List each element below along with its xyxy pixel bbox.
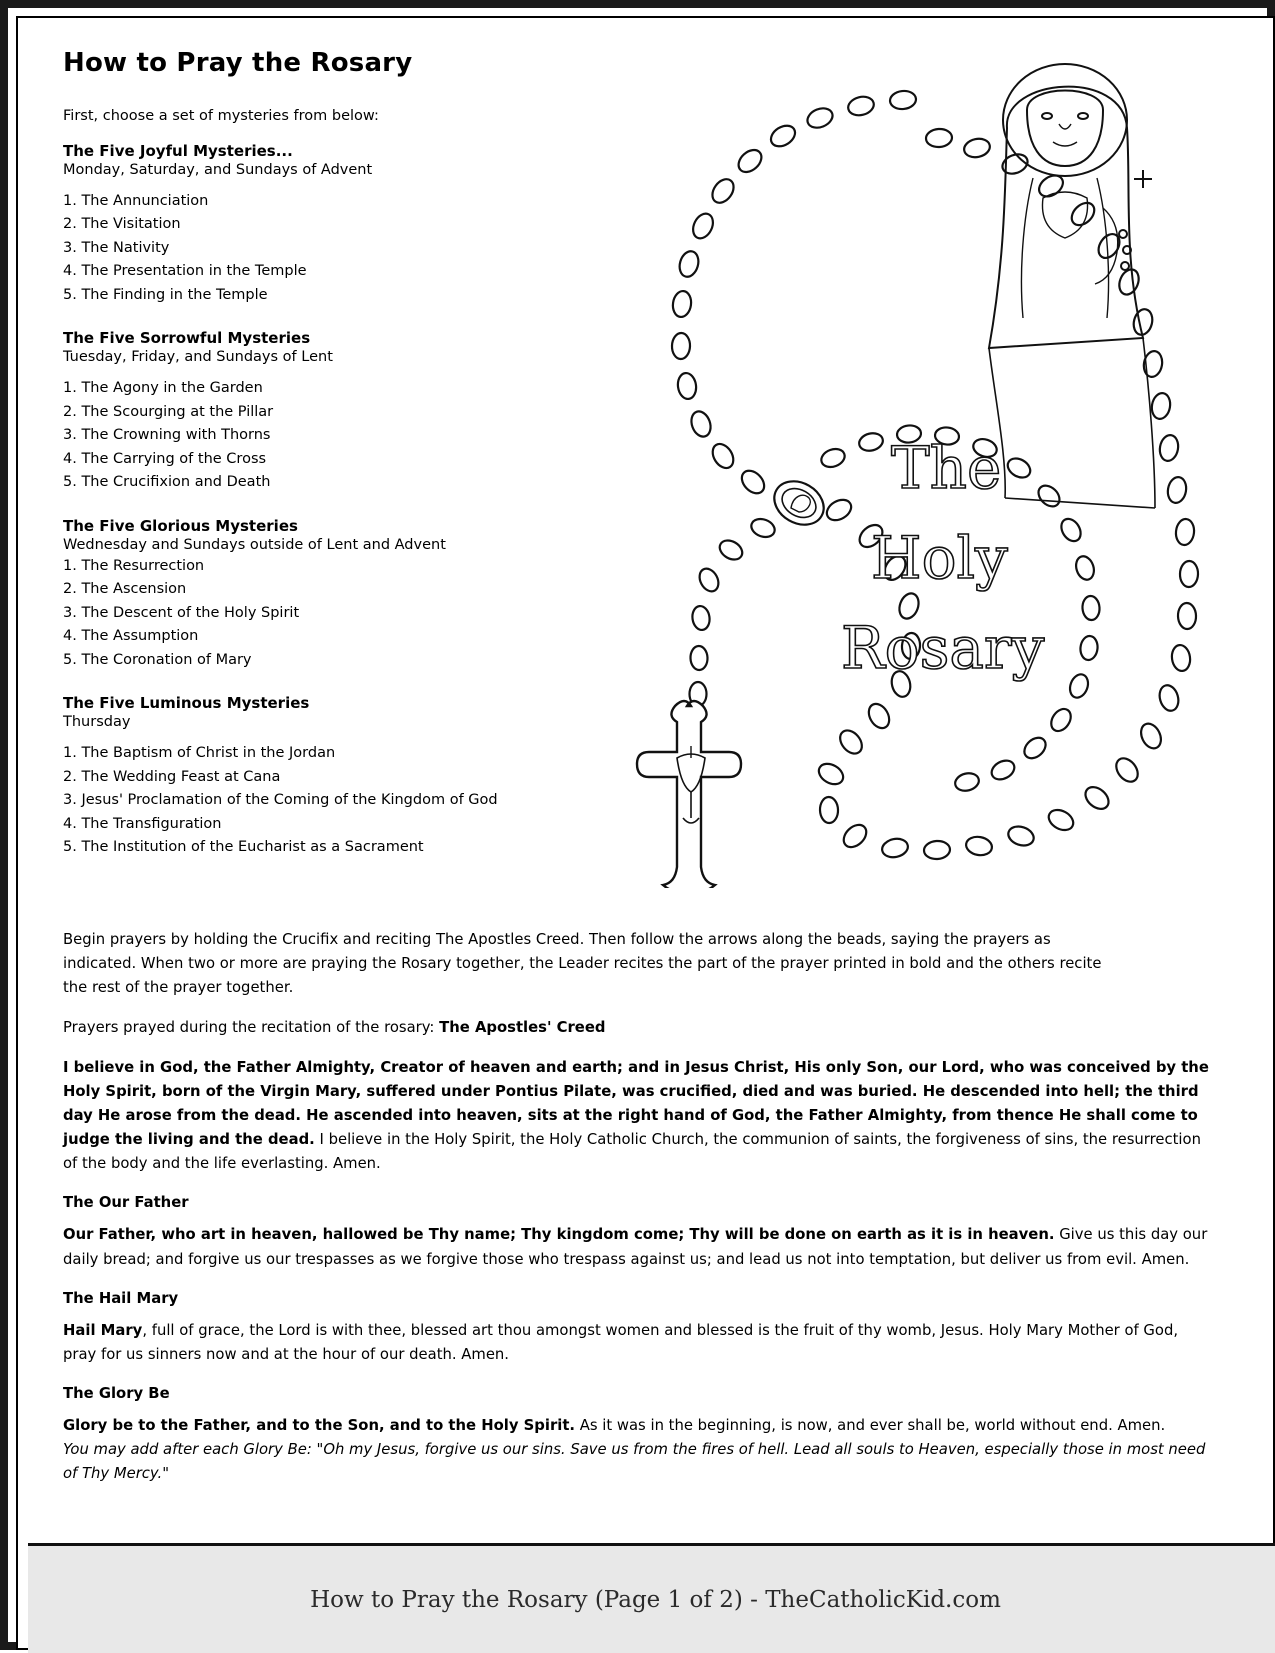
list-item: 4. The Carrying of the Cross [63,450,267,467]
rosary-illustration [603,58,1223,888]
apostles-creed-bold: I believe in God, the Father Almighty, Creator of heaven and earth; and in Jesus Christ, His only Son, our Lord, who was conceived by the Holy Spirit, born of the Virgin Mary, suffered under Pontius Pilate, was crucified, died and was buried. He descended into hell; the third day He arose from the dead. He ascended into heaven, sits at the right hand of God, the Father Almighty, from thence He shall come to judge the living and the dead. [63,1058,1209,1149]
mystery-title: The Five Luminous Mysteries [63,694,310,713]
list-item: 5. The Finding in the Temple [63,286,268,303]
rosary-artwork-svg [603,58,1223,888]
footer-text: How to Pray the Rosary (Page 1 of 2) - TheCatholicKid.com [310,1586,1001,1613]
our-father-text [63,1223,1213,1271]
artwork-caption-line1: The [891,434,1002,502]
mystery-days: Monday, Saturday, and Sundays of Advent [63,162,373,178]
hail-mary-plain: , full of grace, the Lord is with thee, blessed art thou amongst women and blessed is the fruit of thy womb, Jesus. Holy Mary Mother of God, pray for us sinners now and at the hour of our death. Amen. [63,1321,1179,1363]
list-item: 2. The Wedding Feast at Cana [63,768,281,785]
glory-be-bold: Glory be to the Father, and to the Son, and to the Holy Spirit. [63,1416,576,1434]
mystery-days: Thursday [63,714,131,731]
mystery-group-glorious [63,517,593,672]
list-item: 4. The Transfiguration [63,815,222,832]
crucifix-icon [637,701,741,888]
mystery-group-sorrowful [63,329,593,494]
mystery-list [63,190,593,307]
list-item: 5. The Crucifixion and Death [63,474,271,491]
page-title: How to Pray the Rosary [63,48,413,78]
list-item: 1. The Agony in the Garden [63,380,263,397]
hail-mary-heading: The Hail Mary [63,1289,179,1307]
glory-be-text [63,1414,1213,1438]
mystery-group-joyful [63,142,593,307]
intro-text: First, choose a set of mysteries from below: [63,108,379,124]
hail-mary-bold: Hail Mary [63,1321,143,1339]
apostles-creed-text [63,1056,1213,1177]
document-content [63,48,1213,1518]
mystery-days: Tuesday, Friday, and Sundays of Lent [63,349,333,366]
list-item: 1. The Baptism of Christ in the Jordan [63,745,336,762]
list-item: 4. The Presentation in the Temple [63,263,307,280]
list-item: 5. The Coronation of Mary [63,651,252,668]
list-item: 2. The Scourging at the Pillar [63,403,274,420]
mystery-list [63,742,593,859]
list-item: 3. Jesus' Proclamation of the Coming of the Kingdom of God [63,792,498,809]
glory-be-heading: The Glory Be [63,1384,170,1402]
our-father-bold: Our Father, who art in heaven, hallowed be Thy name; Thy kingdom come; Thy will be done on earth as it is in heaven. [63,1226,1055,1244]
mystery-title: The Five Joyful Mysteries... [63,142,293,160]
mystery-group-luminous [63,694,593,859]
hail-mary-text [63,1319,1213,1367]
glory-be-note: You may add after each Glory Be: "Oh my Jesus, forgive us our sins. Save us from the fires of hell. Lead all souls to Heaven, especially those in most need of Thy Mercy." [63,1440,1206,1483]
list-item: 3. The Crowning with Thorns [63,427,271,444]
list-item: 1. The Annunciation [63,193,209,209]
mystery-title: The Five Sorrowful Mysteries [63,329,311,348]
mystery-list [63,377,593,494]
our-father-plain: Give us this day our daily bread; and forgive us our trespasses as we forgive those who trespass against us; and lead us not into temptation, but deliver us from evil. Amen. [63,1226,1208,1268]
mystery-list [63,555,593,672]
list-item: 3. The Nativity [63,239,170,256]
list-item: 1. The Resurrection [63,557,205,574]
list-item: 5. The Institution of the Eucharist as a Sacrament [63,839,424,856]
instructions-paragraph: Begin prayers by holding the Crucifix and reciting The Apostles Creed. Then follow the arrows along the beads, saying the prayers as indicated. When two or more are praying the Rosary together, the Leader recites the part of the prayer printed in bold and the others recite the rest of the prayer together. [63,931,1102,996]
glory-be-plain: As it was in the beginning, is now, and ever shall be, world without end. Amen. [575,1416,1166,1434]
our-father-heading: The Our Father [63,1194,189,1212]
page-inner-frame [16,16,1275,1650]
list-item: 4. The Assumption [63,628,199,645]
prayers-section [63,928,1213,1504]
prayers-lead-in [63,1016,1213,1040]
page-footer [28,1543,1275,1653]
prayers-lead-in-text: Prayers prayed during the recitation of the rosary: [63,1018,440,1036]
mysteries-column [63,108,593,882]
list-item: 2. The Visitation [63,216,181,233]
list-item: 2. The Ascension [63,581,187,598]
prayers-lead-in-bold: The Apostles' Creed [439,1018,606,1036]
mystery-days: Wednesday and Sundays outside of Lent and Advent [63,536,446,553]
mystery-title: The Five Glorious Mysteries [63,516,298,535]
list-item: 3. The Descent of the Holy Spirit [63,604,300,621]
artwork-caption-line2: Holy [871,524,1008,592]
artwork-caption-line3: Rosary [841,614,1045,682]
apostles-creed-plain: I believe in the Holy Spirit, the Holy Catholic Church, the communion of saints, the forgiveness of sins, the resurrection of the body and the life everlasting. Amen. [63,1131,1201,1173]
